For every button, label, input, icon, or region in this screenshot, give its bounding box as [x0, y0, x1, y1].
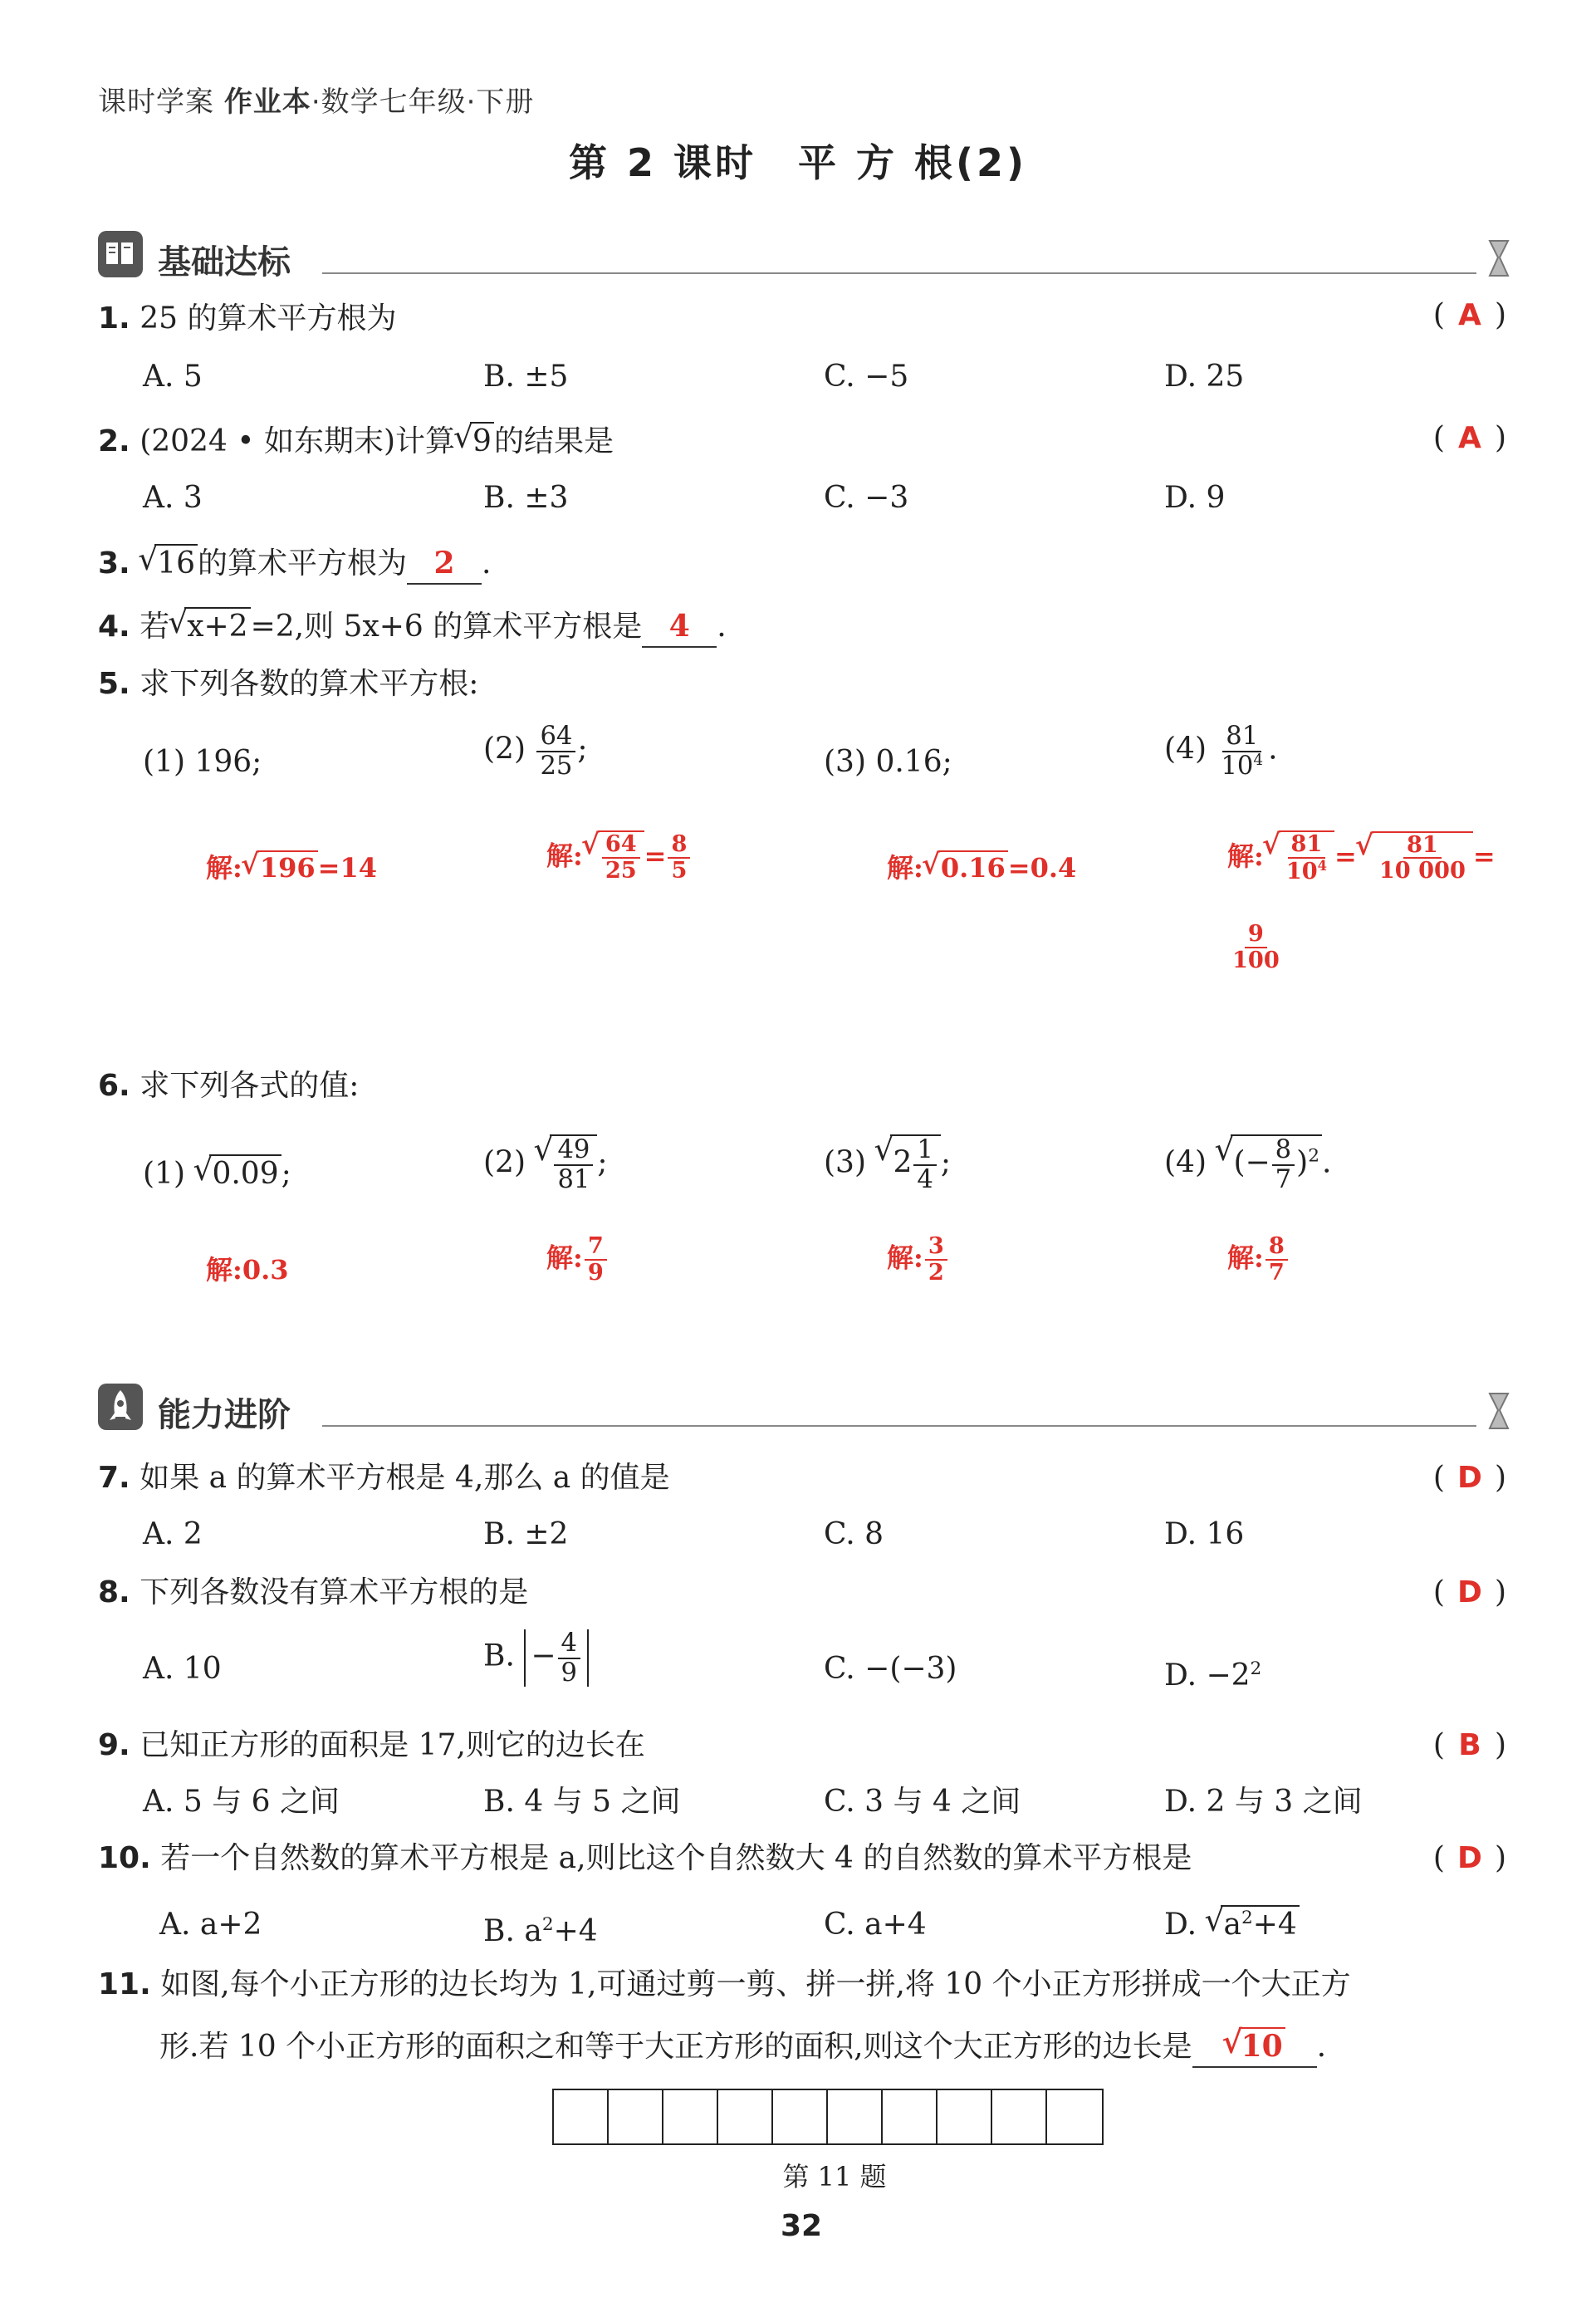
- answer-bracket-2: ( A ): [1433, 419, 1506, 458]
- q6-solution-2: 解: $\frac{7}{9}$: [546, 1234, 609, 1286]
- unit-square: [663, 2090, 718, 2143]
- q5-item-1: (1) 196;: [143, 745, 262, 779]
- answer-bracket-10: ( D ): [1432, 1841, 1506, 1875]
- unit-square: [992, 2090, 1047, 2143]
- answer-bracket-1: ( A ): [1433, 296, 1506, 336]
- squares-figure: [552, 2089, 1104, 2145]
- answer-blank: √ 10: [1192, 2026, 1317, 2068]
- question-11-line2: 形.若 10 个小正方形的面积之和等于大正方形的面积,则这个大正方形的边长是√ 10 .: [159, 2026, 1326, 2068]
- question-1: 1. 25 的算术平方根为: [98, 301, 397, 336]
- option-c: C. a+4: [824, 1908, 927, 1942]
- option-c: C. −(−3): [824, 1652, 957, 1686]
- question-5: 5. 求下列各数的算术平方根:: [98, 667, 479, 701]
- q5-item-2: (2) $\frac{64}{25}$ ;: [483, 722, 588, 781]
- question-9: 9. 已知正方形的面积是 17,则它的边长在: [98, 1728, 645, 1762]
- option-d: D. $-2^2$: [1164, 1658, 1262, 1692]
- unit-square: [609, 2090, 663, 2143]
- q5-item-4: (4) $\frac{81}{10^4}$ .: [1164, 722, 1278, 781]
- page-number: 32: [780, 2209, 823, 2243]
- section-title: 基础达标: [158, 243, 291, 282]
- q6-item-3: (3) √ 2 $\frac{1}{4}$ ;: [824, 1134, 951, 1193]
- lesson-title: 第 2 课时 平 方 根(2): [568, 140, 1028, 185]
- unit-square: [718, 2090, 773, 2143]
- option-a: A. 10: [143, 1652, 222, 1686]
- hourglass-icon: [1488, 239, 1510, 277]
- section-title: 能力进阶: [158, 1396, 291, 1434]
- question-8: 8. 下列各数没有算术平方根的是: [98, 1575, 529, 1609]
- question-11: 11. 如图,每个小正方形的边长均为 1,可通过剪一剪、拼一拼,将 10 个小正方形拼成一个大正方: [98, 1967, 1351, 2001]
- book-header: [98, 79, 534, 120]
- answer-letter: A: [1458, 421, 1481, 455]
- option-d: D. 2 与 3 之间: [1164, 1785, 1363, 1819]
- answer-bracket-9: ( B ): [1432, 1728, 1506, 1762]
- q5-item-3: (3) 0.16;: [824, 745, 952, 779]
- q6-item-1: (1) √ 0.09;: [143, 1154, 291, 1194]
- section-divider: [322, 272, 1476, 274]
- answer-blank: 4: [642, 606, 717, 648]
- book-name: 作业本: [223, 86, 311, 119]
- rocket-icon: [98, 1384, 143, 1430]
- unit-square: [938, 2090, 992, 2143]
- q6-item-2: (2) √ $\frac{49}{81}$ ;: [483, 1134, 608, 1193]
- fraction: $\frac{64}{25}$: [536, 723, 575, 780]
- sqrt-expression: √ 16: [154, 544, 198, 581]
- fraction: $\frac{81}{10^4}$: [1221, 722, 1264, 781]
- question-3: 3. √ 16的算术平方根为 2 .: [98, 543, 491, 585]
- option-b: B. ±2: [483, 1517, 569, 1551]
- question-text: 25 的算术平方根为: [140, 301, 397, 336]
- option-a: A. 3: [143, 481, 203, 515]
- question-10: 10. 若一个自然数的算术平方根是 a,则比这个自然数大 4 的自然数的算术平方根是: [98, 1841, 1192, 1875]
- question-7: 7. 如果 a 的算术平方根是 4,那么 a 的值是: [98, 1461, 670, 1495]
- question-2: 2. (2024 • 如东期末)计算√ 9的结果是: [98, 422, 614, 462]
- unit-square: [773, 2090, 828, 2143]
- q5-solution-4: 解: √ $\frac{81}{10^4}$ = √ $\frac{81}{10 000}$ =: [1227, 830, 1496, 884]
- q5-solution-2: 解: √ $\frac{64}{25}$ = $\frac{8}{5}$: [546, 830, 692, 884]
- option-c: C. −3: [824, 481, 909, 515]
- option-d: D. 16: [1164, 1517, 1245, 1551]
- question-4: 4. 若√ x+2=2,则 5x+6 的算术平方根是 4 .: [98, 606, 727, 648]
- q5-solution-4-result: $\frac{9}{100}$: [1232, 920, 1280, 973]
- answer-letter: A: [1458, 298, 1481, 332]
- option-b: B. 4 与 5 之间: [483, 1785, 681, 1819]
- book-icon: [98, 231, 143, 277]
- option-a: A. a+2: [159, 1908, 262, 1942]
- q6-solution-1: 解:0.3: [206, 1254, 289, 1286]
- option-a: A. 2: [143, 1517, 203, 1551]
- option-b: B. − $\frac{4}{9}$: [483, 1629, 589, 1687]
- section-divider: [322, 1425, 1476, 1427]
- series-name: 课时学案: [98, 86, 214, 119]
- answer-bracket-8: ( D ): [1432, 1575, 1506, 1609]
- section-advanced: [98, 1384, 1510, 1443]
- option-c: C. 3 与 4 之间: [824, 1785, 1021, 1819]
- subject-name: ·数学七年级·下册: [311, 86, 535, 119]
- q5-solution-3: 解:√ 0.16=0.4: [887, 847, 1076, 885]
- option-d: D. 25: [1164, 360, 1245, 394]
- question-6: 6. 求下列各式的值:: [98, 1069, 360, 1103]
- option-b: B. ±3: [483, 481, 569, 515]
- option-d: D. √ $a^2+4$: [1164, 1905, 1300, 1945]
- section-basic: [98, 231, 1510, 291]
- sqrt-expression: √ 9: [470, 422, 494, 459]
- option-a: A. 5 与 6 之间: [143, 1785, 340, 1819]
- option-a: A. 5: [143, 360, 203, 394]
- option-b: B. $a^2+4$: [483, 1914, 598, 1948]
- sqrt-expression: √ x+2: [184, 607, 250, 644]
- unit-square: [554, 2090, 609, 2143]
- q6-item-4: (4) √ (− $\frac{8}{7}$ )$^2$.: [1164, 1134, 1331, 1193]
- unit-square: [828, 2090, 883, 2143]
- figure-caption: 第 11 题: [782, 2161, 887, 2192]
- q6-solution-3: 解: $\frac{3}{2}$: [887, 1234, 949, 1286]
- option-c: C. 8: [824, 1517, 884, 1551]
- option-c: C. −5: [824, 360, 909, 394]
- hourglass-icon: [1488, 1392, 1510, 1430]
- q6-solution-4: 解: $\frac{8}{7}$: [1227, 1234, 1290, 1286]
- option-b: B. ±5: [483, 360, 569, 394]
- answer-blank: 2: [407, 543, 482, 585]
- option-d: D. 9: [1164, 481, 1226, 515]
- unit-square: [883, 2090, 938, 2143]
- q5-solution-1: 解:√ 196=14: [206, 847, 377, 885]
- unit-square: [1047, 2090, 1102, 2143]
- answer-bracket-7: ( D ): [1432, 1461, 1506, 1495]
